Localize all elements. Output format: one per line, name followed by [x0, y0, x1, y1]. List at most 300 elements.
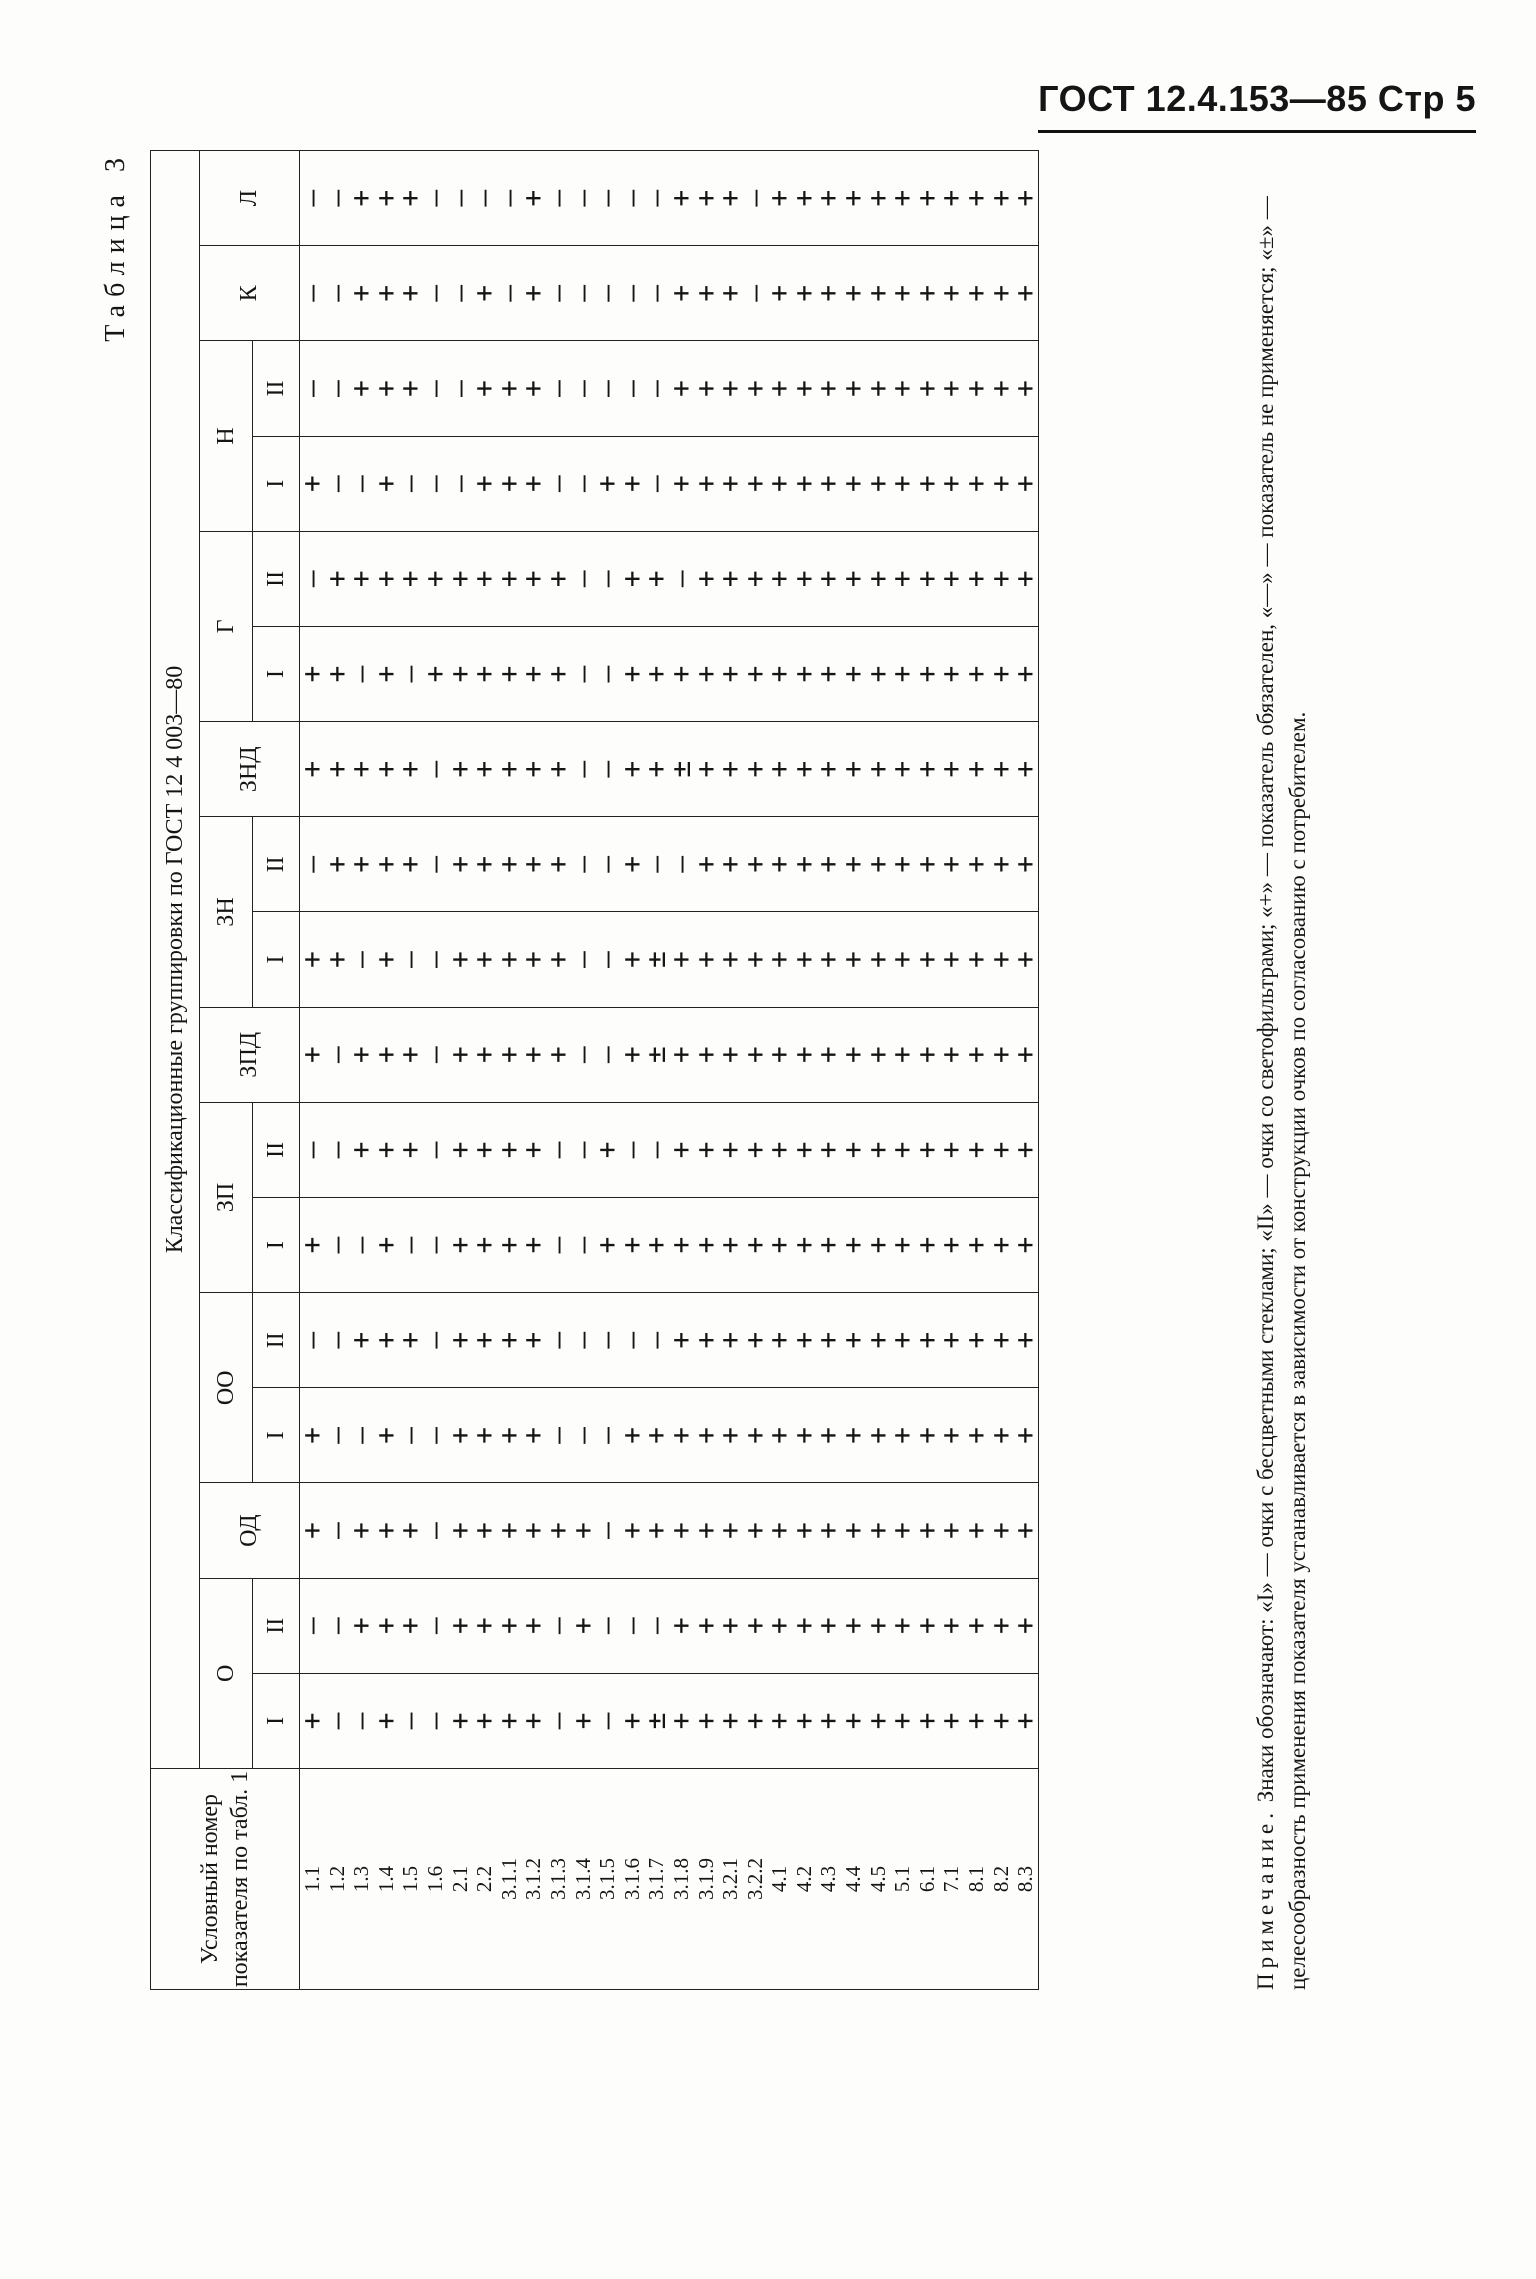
cell-value: — — [565, 855, 599, 873]
cell-value: + — [417, 665, 451, 683]
cell-value: + — [614, 1046, 648, 1064]
row-label: 2.2 — [472, 1865, 497, 1893]
cell-value: + — [368, 1046, 402, 1064]
cell-value: + — [762, 475, 796, 493]
cell-value: + — [860, 1141, 894, 1159]
cell-value: + — [983, 1046, 1017, 1064]
cell-value: + — [540, 665, 574, 683]
cell-value: + — [959, 1331, 993, 1349]
cell-value: + — [516, 1046, 550, 1064]
cell-value: + — [836, 475, 870, 493]
row-label: 1.3 — [349, 1865, 374, 1893]
cell-value: + — [713, 1617, 747, 1635]
cell-value: + — [713, 284, 747, 302]
cell-value: — — [417, 1331, 451, 1349]
cell-value: + — [860, 1426, 894, 1444]
cell-value: — — [565, 380, 599, 397]
cell-value: + — [885, 1426, 919, 1444]
cell-value: + — [442, 855, 476, 873]
row-label: 3.1.8 — [668, 1858, 693, 1900]
cell-value: — — [590, 1046, 624, 1064]
row-label: 6.1 — [914, 1865, 939, 1893]
cell-value: + — [540, 570, 574, 588]
cell-value: + — [860, 1331, 894, 1349]
row-label: 8.3 — [1013, 1865, 1038, 1893]
cell-value: + — [467, 1617, 501, 1635]
cell-value: + — [442, 951, 476, 968]
cell-value: — — [614, 1331, 648, 1349]
cell-value: + — [688, 1426, 722, 1444]
cell-value: + — [663, 1426, 697, 1444]
cell-value: + — [540, 951, 574, 968]
cell-value: + — [959, 1236, 993, 1254]
row-label: 1.2 — [324, 1865, 349, 1893]
row-label: 8.2 — [988, 1865, 1013, 1893]
cell-value: + — [1008, 380, 1042, 397]
cell-value: + — [491, 855, 525, 873]
cell-value: + — [663, 1522, 697, 1539]
cell-value: — — [295, 1617, 328, 1635]
cell-value: + — [491, 1046, 525, 1064]
note-text: Знаки обозначают: «I» — очки с бесцветными стеклами; «II» — очки со светофильтрами; «+» — показатель обязателен, «—» — показатель не применяется; «±» — целесообразность применения показателя устанавливается в зависимости от конструкции очков по согласованию с потребителем. — [1253, 196, 1310, 1990]
cell-value: + — [762, 1331, 796, 1349]
cell-value: + — [860, 189, 894, 207]
cell-value: + — [786, 1236, 820, 1254]
cell-value: + — [467, 951, 501, 968]
cell-value: — — [319, 1141, 353, 1159]
cell-value: + — [885, 1141, 919, 1159]
cell-value: — — [540, 1426, 574, 1444]
cell-value: + — [885, 475, 919, 493]
cell-value: — — [417, 1236, 451, 1254]
cell-value: + — [909, 1331, 943, 1349]
cell-value: + — [909, 1046, 943, 1064]
cell-value: — — [639, 475, 673, 493]
cell-value: + — [516, 1141, 550, 1159]
row-label: 4.1 — [767, 1865, 792, 1893]
cell-value: + — [860, 380, 894, 397]
cell-value: + — [639, 760, 673, 778]
cell-value: + — [1008, 1426, 1042, 1444]
cell-value: + — [491, 951, 525, 968]
cell-value: + — [590, 475, 624, 493]
cell-value: + — [442, 1141, 476, 1159]
cell-value: ± — [639, 951, 673, 968]
cell-value: + — [688, 760, 722, 778]
cell-value: + — [295, 1712, 328, 1730]
cell-value: — — [393, 665, 427, 683]
cell-value: + — [491, 1236, 525, 1254]
cell-value: + — [909, 665, 943, 683]
cell-value: + — [713, 1046, 747, 1064]
cell-value: + — [934, 855, 968, 873]
cell-value: + — [836, 284, 870, 302]
cell-value: + — [860, 1617, 894, 1635]
cell-value: + — [344, 855, 378, 873]
cell-value: + — [983, 665, 1017, 683]
row-label: 3.1.6 — [619, 1858, 644, 1900]
row-label: 8.1 — [964, 1865, 989, 1893]
cell-value: + — [909, 189, 943, 207]
cell-value: — — [663, 570, 697, 588]
cell-value: + — [516, 760, 550, 778]
cell-value: + — [1008, 1141, 1042, 1159]
cell-value: + — [442, 1426, 476, 1444]
cell-value: + — [811, 1617, 845, 1635]
cell-value: — — [590, 760, 624, 778]
cell-value: ± — [639, 1712, 673, 1730]
cell-value: + — [786, 284, 820, 302]
cell-value: + — [467, 855, 501, 873]
cell-value: + — [688, 1236, 722, 1254]
cell-value: — — [639, 855, 673, 873]
cell-value: + — [983, 475, 1017, 493]
row-label: 3.2.2 — [742, 1858, 767, 1900]
cell-value: + — [786, 380, 820, 397]
cell-value: + — [319, 665, 353, 683]
cell-value: — — [417, 760, 451, 778]
cell-value: + — [516, 1331, 550, 1349]
cell-value: + — [762, 1046, 796, 1064]
cell-value: + — [762, 189, 796, 207]
cell-value: + — [713, 1141, 747, 1159]
cell-value: + — [516, 189, 550, 207]
cell-value: + — [467, 1426, 501, 1444]
row-label: 3.1.5 — [595, 1858, 620, 1900]
cell-value: + — [762, 1141, 796, 1159]
cell-value: + — [885, 1712, 919, 1730]
cell-value: + — [614, 1712, 648, 1730]
cell-value: + — [983, 570, 1017, 588]
cell-value: — — [344, 1712, 378, 1730]
cell-value: + — [836, 1426, 870, 1444]
cell-value: + — [737, 1712, 771, 1730]
value-column — [295, 531, 1042, 626]
cell-value: + — [909, 760, 943, 778]
cell-value: + — [295, 1522, 328, 1539]
cell-value: + — [909, 1236, 943, 1254]
cell-value: — — [639, 1331, 673, 1349]
row-label: 1.6 — [422, 1865, 447, 1893]
cell-value: + — [614, 475, 648, 493]
cell-value: + — [295, 951, 328, 968]
cell-value: + — [393, 1046, 427, 1064]
cell-value: + — [516, 284, 550, 302]
cell-value: — — [639, 284, 673, 302]
cell-value: + — [1008, 1331, 1042, 1349]
cell-value: + — [885, 1236, 919, 1254]
cell-value: + — [786, 189, 820, 207]
cell-value: — — [614, 284, 648, 302]
cell-value: + — [786, 1331, 820, 1349]
cell-value: + — [934, 1522, 968, 1539]
cell-value: + — [737, 1046, 771, 1064]
value-column — [295, 1483, 1042, 1578]
group-header: ОД — [200, 1483, 300, 1578]
cell-value: + — [295, 665, 328, 683]
row-labels — [300, 1769, 1039, 1990]
cell-value: — — [393, 475, 427, 493]
cell-value: + — [983, 1522, 1017, 1539]
sub-header: II — [253, 341, 300, 436]
cell-value: — — [590, 1331, 624, 1349]
cell-value: + — [393, 760, 427, 778]
cell-value: + — [836, 855, 870, 873]
cell-value: + — [1008, 760, 1042, 778]
cell-value: — — [614, 1617, 648, 1635]
cell-value: — — [540, 284, 574, 302]
cell-value: + — [737, 1141, 771, 1159]
cell-value: + — [885, 855, 919, 873]
cell-value: — — [639, 1617, 673, 1635]
cell-value: + — [319, 760, 353, 778]
group-header: Л — [200, 151, 300, 246]
cell-value: + — [983, 1426, 1017, 1444]
cell-value: + — [442, 1046, 476, 1064]
cell-value: ± — [663, 760, 697, 778]
cell-value: + — [860, 1236, 894, 1254]
cell-value: + — [885, 1331, 919, 1349]
sub-header: I — [253, 436, 300, 531]
cell-value: + — [909, 1617, 943, 1635]
cell-value: — — [344, 665, 378, 683]
row-label: 5.1 — [890, 1865, 915, 1893]
cell-value: + — [467, 380, 501, 397]
cell-value: + — [516, 1712, 550, 1730]
cell-value: + — [934, 1331, 968, 1349]
cell-value: — — [614, 189, 648, 207]
cell-value: — — [565, 1046, 599, 1064]
group-header: ЗП — [200, 1102, 253, 1292]
cell-value: + — [737, 951, 771, 968]
cell-value: + — [368, 380, 402, 397]
cell-value: + — [344, 570, 378, 588]
cell-value: + — [540, 760, 574, 778]
cell-value: + — [368, 760, 402, 778]
cell-value: + — [614, 1426, 648, 1444]
cell-value: + — [983, 1331, 1017, 1349]
cell-value: + — [909, 951, 943, 968]
cell-value: — — [344, 1236, 378, 1254]
cell-value: + — [368, 1236, 402, 1254]
group-header: К — [200, 246, 300, 341]
cell-value: — — [417, 380, 451, 397]
cell-value: + — [467, 284, 501, 302]
cell-value: + — [688, 284, 722, 302]
value-column — [295, 151, 1042, 246]
row-label: 4.3 — [816, 1865, 841, 1893]
row-label: 1.1 — [300, 1865, 324, 1893]
cell-value: + — [860, 855, 894, 873]
cell-value: + — [442, 1522, 476, 1539]
cell-value: + — [688, 1046, 722, 1064]
cell-value: + — [1008, 189, 1042, 207]
cell-value: + — [393, 1617, 427, 1635]
cell-value: + — [713, 1712, 747, 1730]
cell-value: — — [319, 1236, 353, 1254]
cell-value: + — [762, 855, 796, 873]
cell-value: — — [417, 951, 451, 968]
cell-value: + — [909, 1141, 943, 1159]
sub-header: I — [253, 1388, 300, 1483]
cell-value: + — [836, 1141, 870, 1159]
cell-value: + — [836, 189, 870, 207]
cell-value: + — [959, 380, 993, 397]
cell-value: — — [319, 1712, 353, 1730]
cell-value: — — [565, 1331, 599, 1349]
cell-value: + — [860, 665, 894, 683]
cell-value: — — [540, 1617, 574, 1635]
cell-value: + — [491, 570, 525, 588]
cell-value: — — [417, 1617, 451, 1635]
cell-value: + — [762, 1426, 796, 1444]
cell-value: ± — [639, 1046, 673, 1064]
cell-value: — — [417, 1712, 451, 1730]
cell-value: + — [516, 665, 550, 683]
cell-value: — — [319, 1046, 353, 1064]
cell-value: + — [614, 570, 648, 588]
cell-value: — — [590, 1712, 624, 1730]
cell-value: + — [786, 855, 820, 873]
value-column — [295, 1102, 1042, 1197]
cell-value: + — [786, 1522, 820, 1539]
sub-header: I — [253, 1197, 300, 1292]
cell-value: + — [737, 570, 771, 588]
cell-value: + — [762, 1236, 796, 1254]
table-note — [1250, 150, 1314, 1990]
cell-value: + — [860, 760, 894, 778]
sub-header: II — [253, 531, 300, 626]
cell-value: + — [811, 1522, 845, 1539]
cell-value: — — [295, 1331, 328, 1349]
cell-value: + — [1008, 951, 1042, 968]
cell-value: + — [909, 1522, 943, 1539]
cell-value: + — [885, 1522, 919, 1539]
cell-value: + — [762, 1712, 796, 1730]
cell-value: + — [885, 760, 919, 778]
cell-value: — — [344, 951, 378, 968]
cell-value: + — [663, 189, 697, 207]
cell-value: — — [565, 189, 599, 207]
cell-value: + — [393, 855, 427, 873]
cell-value: — — [540, 1331, 574, 1349]
cell-value: + — [885, 284, 919, 302]
cell-value: + — [467, 1522, 501, 1539]
cell-value: + — [467, 760, 501, 778]
cell-value: + — [614, 1522, 648, 1539]
row-label: 1.5 — [398, 1865, 423, 1893]
cell-value: + — [983, 855, 1017, 873]
cell-value: + — [516, 1426, 550, 1444]
rotated-table-area — [100, 150, 1490, 1990]
cell-value: — — [565, 1236, 599, 1254]
cell-value: + — [934, 1046, 968, 1064]
cell-value: + — [786, 475, 820, 493]
cell-value: — — [540, 189, 574, 207]
cell-value: — — [540, 1236, 574, 1254]
cell-value: + — [639, 1426, 673, 1444]
cell-value: + — [442, 1331, 476, 1349]
cell-value: + — [393, 380, 427, 397]
cell-value: + — [442, 665, 476, 683]
cell-value: + — [983, 284, 1017, 302]
row-label: 2.1 — [447, 1865, 472, 1893]
cell-value: + — [1008, 1522, 1042, 1539]
cell-value: — — [417, 1141, 451, 1159]
cell-value: + — [393, 284, 427, 302]
cell-value: + — [688, 1522, 722, 1539]
cell-value: + — [467, 1141, 501, 1159]
cell-value: — — [639, 189, 673, 207]
cell-value: + — [811, 1331, 845, 1349]
cell-value: + — [295, 1046, 328, 1064]
cell-value: — — [442, 475, 476, 493]
cell-value: + — [713, 855, 747, 873]
value-column — [295, 436, 1042, 531]
cell-value: + — [393, 1141, 427, 1159]
cell-value: + — [959, 1046, 993, 1064]
cell-value: + — [516, 1617, 550, 1635]
cell-value: + — [1008, 284, 1042, 302]
cell-value: — — [344, 1426, 378, 1444]
cell-value: + — [811, 1712, 845, 1730]
cell-value: + — [491, 1331, 525, 1349]
row-label: 7.1 — [939, 1865, 964, 1893]
cell-value: + — [959, 189, 993, 207]
cell-value: + — [516, 570, 550, 588]
cell-value: + — [491, 665, 525, 683]
value-column — [295, 626, 1042, 721]
cell-value: + — [663, 284, 697, 302]
cell-value: + — [442, 1617, 476, 1635]
cell-value: — — [467, 189, 501, 207]
cell-value: — — [344, 475, 378, 493]
cell-value: + — [344, 1522, 378, 1539]
value-column — [295, 1007, 1042, 1102]
cell-value: + — [688, 1141, 722, 1159]
cell-value: + — [959, 1522, 993, 1539]
cell-value: + — [393, 570, 427, 588]
cell-value: + — [1008, 475, 1042, 493]
cell-value: — — [565, 284, 599, 302]
cell-value: + — [663, 1141, 697, 1159]
cell-value: + — [516, 951, 550, 968]
cell-value: — — [565, 1426, 599, 1444]
cell-value: + — [934, 1236, 968, 1254]
cell-value: — — [590, 1617, 624, 1635]
cell-value: + — [885, 1617, 919, 1635]
cell-value: + — [713, 665, 747, 683]
row-label: 3.1.4 — [570, 1858, 595, 1900]
cell-value: — — [417, 1046, 451, 1064]
cell-value: + — [713, 189, 747, 207]
cell-value: + — [983, 760, 1017, 778]
row-label: 3.1.7 — [644, 1858, 669, 1900]
cell-value: + — [467, 475, 501, 493]
cell-value: — — [565, 760, 599, 778]
cell-value: + — [762, 284, 796, 302]
cell-value: + — [983, 951, 1017, 968]
cell-value: + — [417, 570, 451, 588]
cell-value: + — [663, 1331, 697, 1349]
cell-value: + — [491, 475, 525, 493]
cell-value: — — [614, 380, 648, 397]
cell-value: + — [713, 1331, 747, 1349]
value-column — [295, 1673, 1042, 1768]
cell-value: — — [565, 1141, 599, 1159]
cell-value: + — [786, 1046, 820, 1064]
cell-value: + — [1008, 1046, 1042, 1064]
